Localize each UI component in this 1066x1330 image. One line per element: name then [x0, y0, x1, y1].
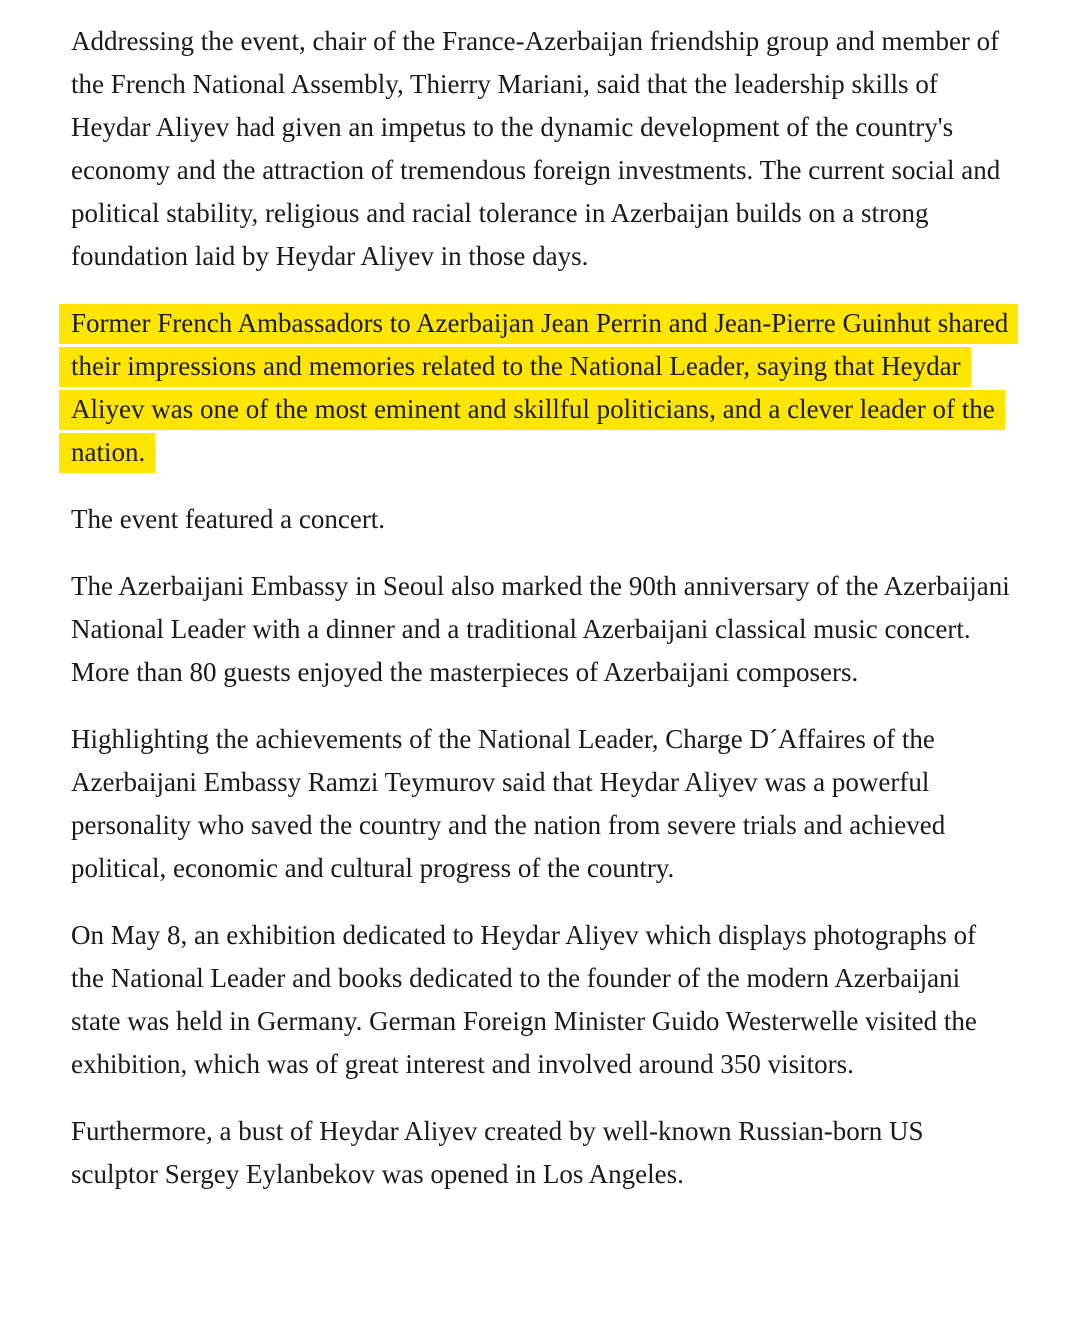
- article-paragraph-3: [71, 498, 1011, 541]
- article-paragraph-7: [71, 1110, 1011, 1196]
- article-paragraph-4: [71, 565, 1011, 694]
- paragraph-text: Addressing the event, chair of the France-Azerbaijan friendship group and member of the French National Assembly, Thierry Mariani, said that the leadership skills of Heydar Aliyev had given an impetus to the dynamic development of the country's economy and the attraction of tremendous foreign investments. The current social and political stability, religious and racial tolerance in Azerbaijan builds on a strong foundation laid by Heydar Aliyev in those days.: [71, 26, 1001, 271]
- paragraph-text: On May 8, an exhibition dedicated to Heydar Aliyev which displays photographs of the National Leader and books dedicated to the founder of the modern Azerbaijani state was held in Germany. German Foreign Minister Guido Westerwelle visited the exhibition, which was of great interest and involved around 350 visitors.: [71, 920, 977, 1079]
- paragraph-text: The event featured a concert.: [71, 504, 386, 534]
- highlighted-text-selection[interactable]: Former French Ambassadors to Azerbaijan Jean Perrin and Jean-Pierre Guinhut shared their impressions and memories related to the National Leader, saying that Heydar Aliyev was one of the most eminent and skillful politicians, and a clever leader of the nation.: [59, 304, 1018, 473]
- article-paragraph-5: [71, 718, 1011, 890]
- article-body: [71, 20, 1011, 1220]
- paragraph-text: Highlighting the achievements of the National Leader, Charge D´Affaires of the Azerbaijani Embassy Ramzi Teymurov said that Heydar Aliyev was a powerful personality who saved the country and the nation from severe trials and achieved political, economic and cultural progress of the country.: [71, 724, 946, 883]
- article-paragraph-2-highlighted[interactable]: [71, 302, 1011, 474]
- paragraph-text: The Azerbaijani Embassy in Seoul also marked the 90th anniversary of the Azerbaijani National Leader with a dinner and a traditional Azerbaijani classical music concert. More than 80 guests enjoyed the masterpieces of Azerbaijani composers.: [71, 571, 1010, 687]
- article-paragraph-6: [71, 914, 1011, 1086]
- article-paragraph-1: [71, 20, 1011, 278]
- paragraph-text: Furthermore, a bust of Heydar Aliyev created by well-known Russian-born US sculptor Sergey Eylanbekov was opened in Los Angeles.: [71, 1116, 924, 1189]
